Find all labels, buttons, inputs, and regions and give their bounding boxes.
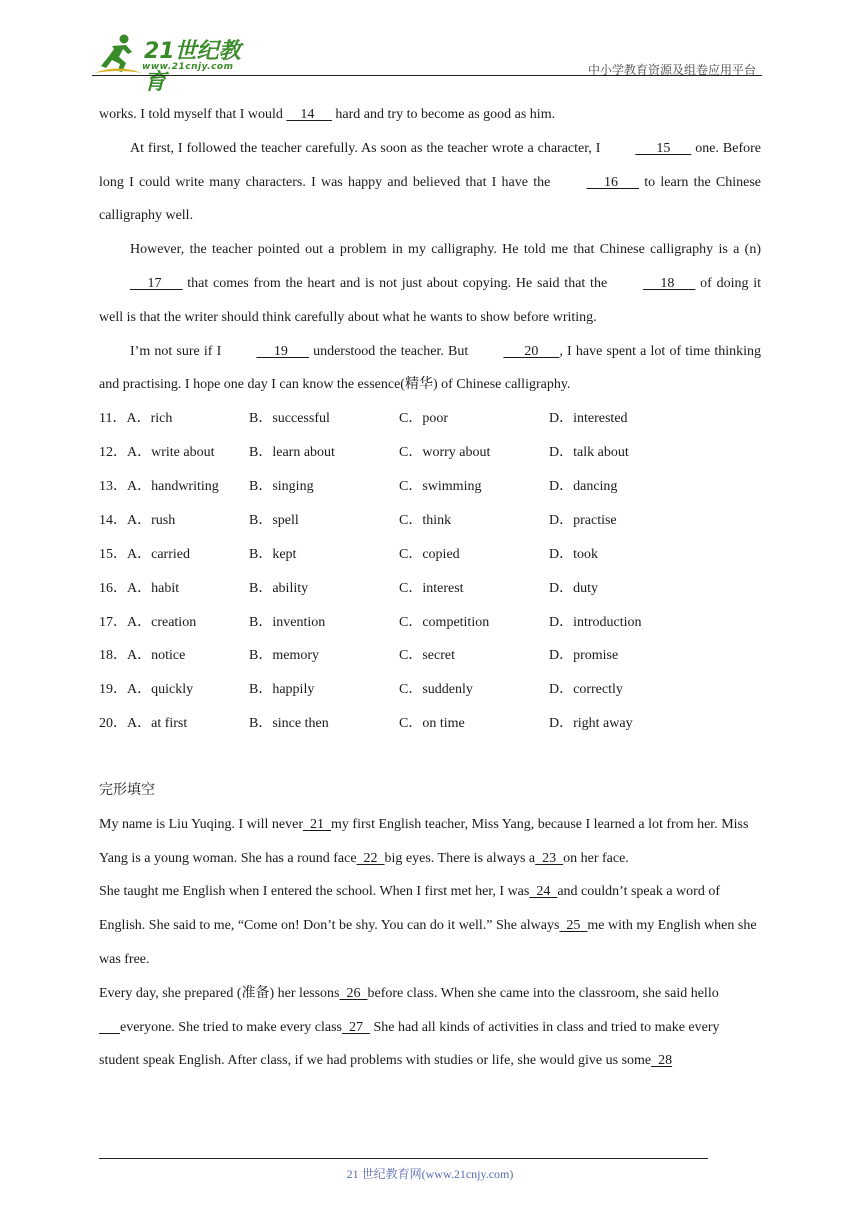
logo-text: 21世纪教育 [144,39,241,95]
question-options [99,572,761,606]
option-b: B．ability [249,580,309,596]
option-a: 18．A．notice [99,648,186,664]
section-title: 完形填空 [99,783,155,799]
option-a: 16．A．habit [99,580,180,596]
answer-blank [99,1020,120,1035]
question-options [99,504,761,538]
option-c: C．poor [399,411,448,427]
option-c: C．copied [399,546,460,562]
question-options [99,538,761,572]
option-b: B．invention [249,614,326,630]
answer-blank: 19 [273,343,288,359]
option-d: D．practise [549,512,617,528]
option-b: B．learn about [249,445,335,461]
question-options [99,436,761,470]
option-d: D．right away [549,716,633,732]
passage-paragraph: I’m not sure if I 19 understood the teacher. But 20 , I have spent a lot of time thinking and practising. I hope one day I can know the essence(精华) of Chinese calligraphy. [99,335,761,403]
option-c: C．competition [399,614,490,630]
passage-paragraph: works. I told myself that I would 14 hard and try to become as good as him. [99,98,761,132]
option-d: D．took [549,546,598,562]
option-b: B．spell [249,512,299,528]
option-b: B．kept [249,546,297,562]
passage-paragraph: At first, I followed the teacher carefully. As soon as the teacher wrote a character, I 15 one. Before long I could write many characters. I was happy and believed that I have the 16 to learn the Chinese calligraphy well. [99,132,761,233]
option-a: 20．A．at first [99,716,188,732]
answer-blank: 21 [310,816,325,832]
option-b: B．since then [249,716,329,732]
option-a: 13．A．handwriting [99,478,219,494]
answer-blank: 26 [346,985,361,1001]
answer-blank: 28 [658,1053,673,1069]
answer-blank: 17 [147,275,162,291]
option-d: D．introduction [549,614,642,630]
answer-blank: 18 [660,275,675,291]
question-options [99,639,761,673]
options-list [99,402,761,741]
option-d: D．dancing [549,478,618,494]
option-c: C．swimming [399,478,482,494]
answer-blank: 22 [363,850,378,866]
platform-name: 中小学教育资源及组卷应用平台 [587,63,756,77]
footer-divider [99,1158,708,1159]
option-d: D．promise [549,648,619,664]
answer-blank: 27 [348,1019,363,1035]
option-b: B．happily [249,682,315,698]
answer-blank: 24 [536,884,551,900]
option-c: C．think [399,512,452,528]
answer-blank: 15 [656,140,671,156]
option-d: D．duty [549,580,598,596]
option-d: D．correctly [549,682,623,698]
document-body [99,98,761,1078]
option-c: C．secret [399,648,455,664]
option-a: 15．A．carried [99,546,190,562]
answer-blank: 25 [566,918,581,934]
logo-url: www.21cnjy.com [142,62,234,72]
option-d: D．interested [549,411,628,427]
question-options [99,470,761,504]
question-options [99,707,761,741]
option-c: C．suddenly [399,682,473,698]
passage-paragraph: She taught me English when I entered the school. When I first met her, I was 24 and couldn’t speak a word of English. She said to me, “Come on! Don’t be shy. You can do it well.” She always 25 me with my English when she was free. [99,884,757,968]
question-options [99,673,761,707]
answer-blank: 14 [300,107,315,122]
option-a: 14．A．rush [99,512,176,528]
header-divider [92,75,762,76]
question-options [99,606,761,640]
option-a: 11．A．rich [99,411,173,427]
runner-logo-icon [92,32,144,76]
option-b: B．singing [249,478,314,494]
page-header [92,30,762,95]
option-d: D．talk about [549,445,629,461]
passage-paragraph: Every day, she prepared (准备) her lessons 26 before class. When she came into the classroom, she said hello everyone. She tried to make every class 27 She had all kinds of activities in class and tried to make every student speak English. After class, if we had problems with studies or life, she would give us some 28 [99,985,720,1069]
option-c: C．on time [399,716,465,732]
option-b: B．successful [249,411,330,427]
logo [92,32,262,95]
option-a: 17．A．creation [99,614,197,630]
answer-blank: 20 [524,343,539,359]
option-b: B．memory [249,648,319,664]
passage-paragraph: However, the teacher pointed out a problem in my calligraphy. He told me that Chinese calligraphy is a (n) 17 that comes from the heart and is not just about copying. He said that the 18 of doing it well is that the writer should think carefully about what he wants to show before writing. [99,242,761,325]
question-options [99,402,761,436]
page-footer: 21 世纪教育网(www.21cnjy.com) [346,1167,514,1181]
answer-blank: 16 [604,174,619,190]
answer-blank: 23 [542,850,557,866]
option-c: C．worry about [399,445,491,461]
passage-paragraph: My name is Liu Yuqing. I will never 21 my first English teacher, Miss Yang, because I learned a lot from her. Miss Yang is a young woman. She has a round face 22 big eyes. There is always a 23 on her face. [99,816,749,866]
option-a: 12．A．write about [99,445,215,461]
option-a: 19．A．quickly [99,682,194,698]
option-c: C．interest [399,580,464,596]
